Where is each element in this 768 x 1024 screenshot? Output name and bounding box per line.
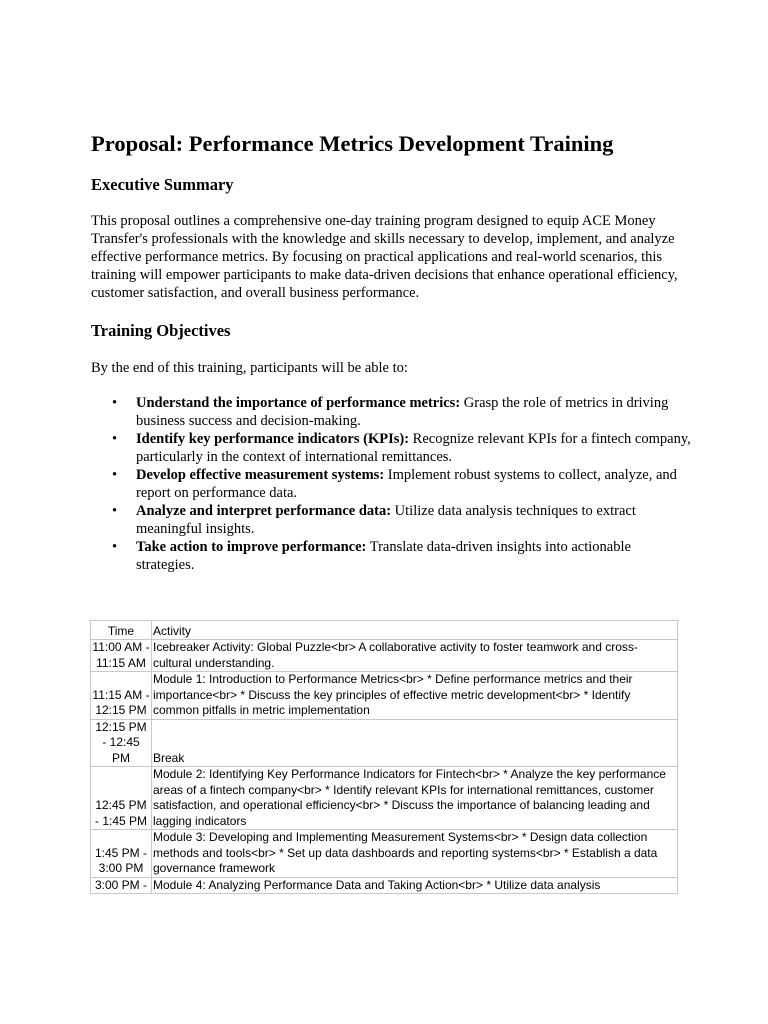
objective-item xyxy=(91,394,691,430)
objectives-intro: By the end of this training, participants will be able to: xyxy=(91,360,408,376)
activity-cell: Module 3: Developing and Implementing Measurement Systems<br> * Design data collection methods and tools<br> * Set up data dashboards and reporting systems<br> * Establish a data governance framework xyxy=(152,830,678,878)
objective-text: Implement robust systems to collect, analyze, and report on performance data. xyxy=(136,467,677,501)
objective-item xyxy=(91,466,691,502)
table-header-row xyxy=(91,621,678,640)
objective-item xyxy=(91,538,691,574)
activity-column-header: Activity xyxy=(152,621,678,640)
table-row xyxy=(91,877,678,894)
time-cell: 12:15 PM - 12:45 PM xyxy=(91,719,152,767)
table-row xyxy=(91,672,678,720)
activity-cell: Module 4: Analyzing Performance Data and Taking Action<br> * Utilize data analysis xyxy=(152,877,678,894)
activity-cell: Module 2: Identifying Key Performance Indicators for Fintech<br> * Analyze the key performance areas of a fintech company<br> * Identify relevant KPIs for international remittances, customer satisfaction, and operational efficiency<br> * Discuss the importance of balancing leading and lagging indicators xyxy=(152,767,678,830)
objective-item xyxy=(91,430,691,466)
time-cell: 1:45 PM - 3:00 PM xyxy=(91,830,152,878)
time-cell: 3:00 PM - xyxy=(91,877,152,894)
objective-item xyxy=(91,502,691,538)
objective-text: Grasp the role of metrics in driving business success and decision-making. xyxy=(136,395,669,429)
objective-title: Develop effective measurement systems: xyxy=(136,467,385,483)
schedule-table xyxy=(90,620,678,894)
executive-summary-text: This proposal outlines a comprehensive one-day training program designed to equip ACE Money Transfer's professionals with the knowledge and skills necessary to develop, implement, and analyze effective performance metrics. By focusing on practical applications and real-world scenarios, this training will empower participants to make data-driven decisions that enhance operational efficiency, customer satisfaction, and overall business performance. xyxy=(91,213,678,301)
objective-title: Take action to improve performance: xyxy=(136,539,367,555)
objective-text: Utilize data analysis techniques to extract meaningful insights. xyxy=(136,503,636,537)
table-row xyxy=(91,640,678,672)
training-objectives-heading: Training Objectives xyxy=(91,321,231,340)
objectives-list xyxy=(91,394,691,574)
activity-cell: Icebreaker Activity: Global Puzzle<br> A collaborative activity to foster teamwork and cross-cultural understanding. xyxy=(152,640,678,672)
objective-title: Analyze and interpret performance data: xyxy=(136,503,392,519)
time-column-header: Time xyxy=(91,621,152,640)
table-row xyxy=(91,719,678,767)
activity-cell: Break xyxy=(152,719,678,767)
executive-summary-heading: Executive Summary xyxy=(91,175,234,194)
time-cell: 11:00 AM - 11:15 AM xyxy=(92,640,150,670)
table-row xyxy=(91,767,678,830)
document-title: Proposal: Performance Metrics Development Training xyxy=(91,131,614,156)
time-cell: 12:45 PM - 1:45 PM xyxy=(91,767,152,830)
time-cell: 11:15 AM - 12:15 PM xyxy=(91,672,152,720)
objective-title: Identify key performance indicators (KPIs): xyxy=(136,431,410,447)
table-row xyxy=(91,830,678,878)
activity-cell: Module 1: Introduction to Performance Metrics<br> * Define performance metrics and their importance<br> * Discuss the key principles of effective metric development<br> * Identify common pitfalls in metric implementation xyxy=(152,672,678,720)
objective-text: Translate data-driven insights into actionable strategies. xyxy=(136,539,631,573)
objective-text: Recognize relevant KPIs for a fintech company, particularly in the context of international remittances. xyxy=(136,431,691,465)
objective-title: Understand the importance of performance metrics: xyxy=(136,395,461,411)
